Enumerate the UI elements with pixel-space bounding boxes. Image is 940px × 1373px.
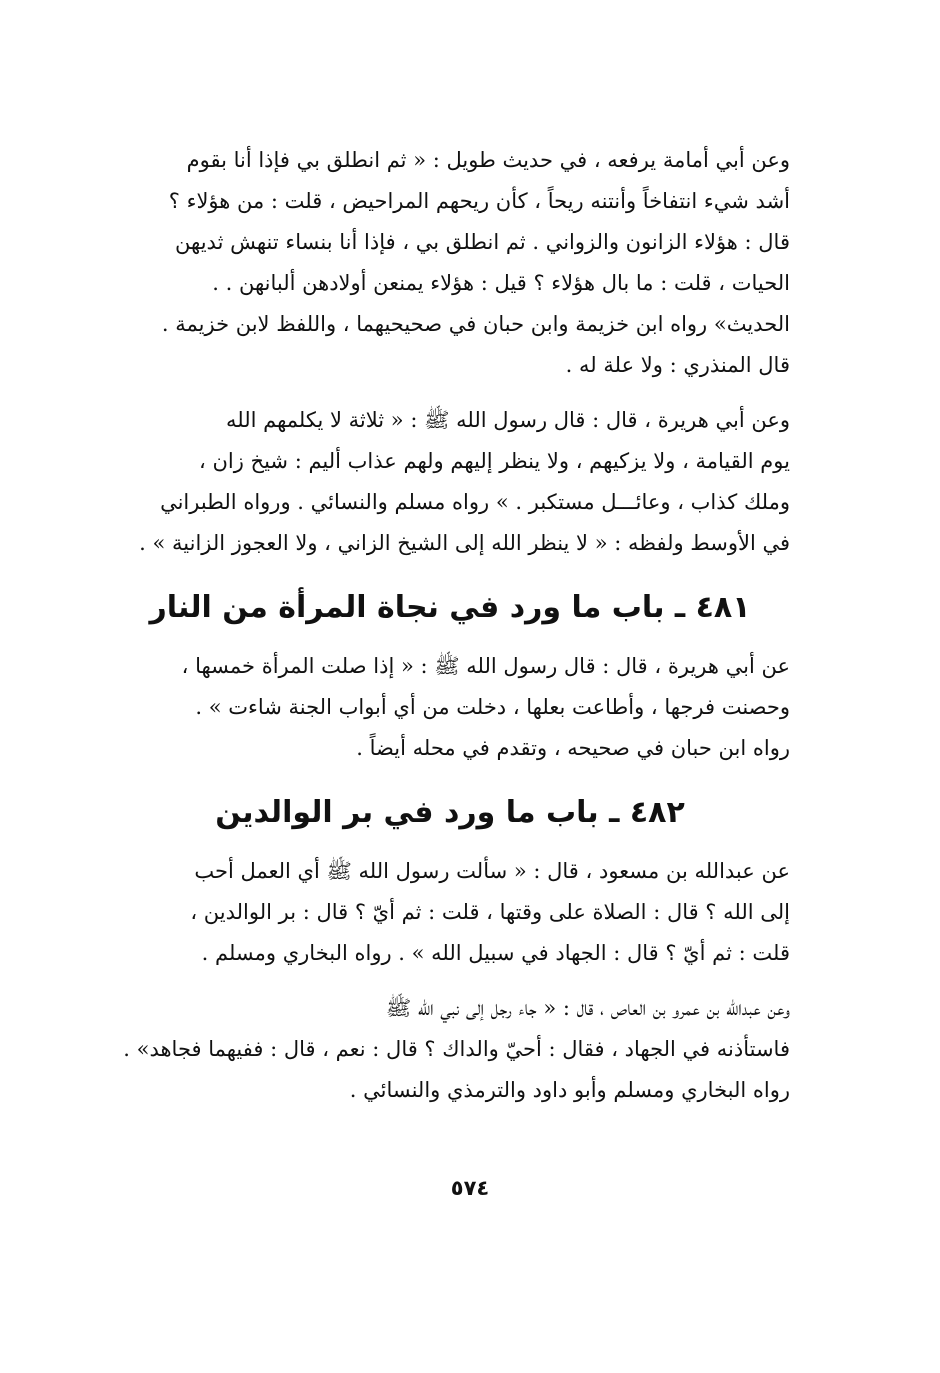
page-body	[110, 140, 790, 1111]
text-line: يوم القيامة ، ولا يزكيهم ، ولا ينظر إليهم ولهم عذاب أليم : شيخ زان ،	[199, 449, 790, 473]
text-line: وعن أبي هريرة ، قال : قال رسول الله ﷺ : « ثلاثة لا يكلمهم الله	[226, 408, 790, 432]
text-line: قلت : ثم أيّ ؟ قال : الجهاد في سبيل الله » . رواه البخاري ومسلم .	[201, 941, 790, 965]
text-line: الحيات ، قلت : ما بال هؤلاء ؟ قيل : هؤلاء يمنعن أولادهن ألبانهن . .	[212, 271, 790, 295]
text-line: عن عبدالله بن مسعود ، قال : « سألت رسول الله ﷺ أي العمل أحب	[194, 859, 790, 883]
text-line: وعن عبدالله بن عمرو بن العاص ، قال : « جاء رجل إلى نبي الله ﷺ	[385, 996, 790, 1020]
text-line: رواه البخاري ومسلم وأبو داود والترمذي والنسائي .	[349, 1078, 790, 1102]
paragraph-abu-umama	[110, 140, 790, 386]
text-line: وملك كذاب ، وعائـــل مستكبر . » رواه مسلم والنسائي . ورواه الطبراني	[160, 490, 790, 514]
text-line: أشد شيء انتفاخاً وأنتنه ريحاً ، كأن ريحهم المراحيض ، قلت : من هؤلاء ؟	[168, 189, 790, 213]
spacer	[110, 386, 790, 400]
paragraph-ibn-masud	[110, 851, 790, 974]
spacer	[110, 837, 790, 851]
text-line: الحديث» رواه ابن خزيمة وابن حبان في صحيحيهما ، واللفظ لابن خزيمة .	[161, 312, 790, 336]
chapter-heading-482: ٤٨٢ ـ باب ما ورد في بر الوالدين	[215, 795, 685, 830]
text-line: قال : هؤلاء الزانون والزواني . ثم انطلق بي ، فإذا أنا بنساء تنهش ثديهن	[175, 230, 790, 254]
text-line: فاستأذنه في الجهاد ، فقال : أحيّ والداك ؟ قال : نعم ، قال : ففيهما فجاهد» .	[123, 1037, 790, 1061]
text-line: وعن أبي أمامة يرفعه ، في حديث طويل : « ثم انطلق بي فإذا أنا بقوم	[186, 148, 790, 172]
page-number: ٥٧٤	[450, 1176, 490, 1200]
spacer	[110, 632, 790, 646]
spacer	[110, 974, 790, 988]
text-line: في الأوسط ولفظه : « لا ينظر الله إلى الشيخ الزاني ، ولا العجوز الزانية » .	[139, 531, 790, 555]
paragraph-ibn-amr	[110, 988, 790, 1111]
chapter-heading-481: ٤٨١ ـ باب ما ورد في نجاة المرأة من النار	[149, 590, 751, 625]
paragraph-woman-salvation	[110, 646, 790, 769]
text-line: عن أبي هريرة ، قال : قال رسول الله ﷺ : « إذا صلت المرأة خمسها ،	[181, 654, 790, 678]
spacer	[110, 769, 790, 789]
text-line: رواه ابن حبان في صحيحه ، وتقدم في محله أيضاً .	[356, 736, 790, 760]
paragraph-abu-hurayra-three	[110, 400, 790, 564]
text-line: وحصنت فرجها ، وأطاعت بعلها ، دخلت من أي أبواب الجنة شاءت » .	[195, 695, 790, 719]
text-line: إلى الله ؟ قال : الصلاة على وقتها ، قلت : ثم أيّ ؟ قال : بر الوالدين ،	[190, 900, 790, 924]
spacer	[110, 564, 790, 584]
text-line: قال المنذري : ولا علة له .	[565, 353, 790, 377]
